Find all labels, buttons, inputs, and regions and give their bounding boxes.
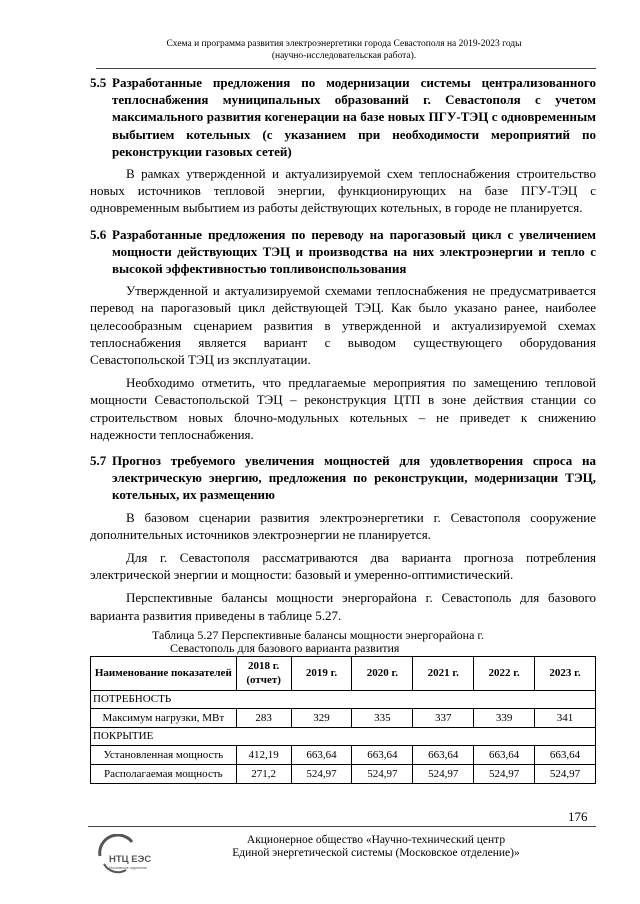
column-header: 2021 г.: [413, 656, 474, 690]
section-title: Прогноз требуемого увеличения мощностей для удовлетворения спроса на электрическую энергию, предложения по реконструкции, модернизации ТЭЦ, котельных, их размещению: [112, 453, 596, 503]
paragraph: Перспективные балансы мощности энергорайона г. Севастополь для базового варианта развития приведены в таблице 5.27.: [90, 590, 596, 623]
paragraph: В рамках утвержденной и актуализируемой схем теплоснабжения строительство новых источников тепловой энергии, функционирующих на базе ПГУ-ТЭЦ с одновременным выбытием из работы действующих котельных, в городе не планируется.: [90, 166, 596, 216]
table-row: [91, 764, 596, 783]
table-caption-line-1: Таблица 5.27 Перспективные балансы мощности энергорайона г.: [152, 627, 484, 642]
table-cell: 524,97: [535, 764, 596, 783]
table-section-row: [91, 727, 596, 745]
table-cell: 271,2: [236, 764, 291, 783]
column-header: 2019 г.: [291, 656, 352, 690]
section-number: 5.7: [90, 453, 107, 469]
header-rule: [96, 68, 596, 69]
table-cell: 524,97: [413, 764, 474, 783]
section-label: ПОКРЫТИЕ: [91, 727, 596, 745]
column-header: Наименование показателей: [91, 656, 237, 690]
section-heading-5-5: [90, 74, 596, 160]
section-number: 5.5: [90, 75, 107, 90]
table-caption-line-2: Севастополь для базового варианта развития: [170, 640, 400, 655]
logo-text: НТЦ ЕЭС: [109, 854, 152, 865]
logo-subtext: Московское отделение: [109, 866, 148, 870]
column-header: 2022 г.: [474, 656, 535, 690]
running-header: [96, 38, 592, 62]
table-cell: 663,64: [352, 745, 413, 764]
column-header: 2020 г.: [352, 656, 413, 690]
row-label: Располагаемая мощность: [91, 764, 237, 783]
footer-text: [196, 834, 556, 860]
table-cell: 412,19: [236, 745, 291, 764]
column-header: 2023 г.: [535, 656, 596, 690]
section-number: 5.6: [90, 226, 107, 242]
table-cell: 524,97: [352, 764, 413, 783]
table-header-row: [91, 656, 596, 690]
section-label: ПОТРЕБНОСТЬ: [91, 690, 596, 708]
section-title: Разработанные предложения по модернизации системы централизованного теплоснабжения муниципальных образований г. Севастополя с учетом максимального развития когенерации на базе новых ПГУ-ТЭЦ с одновременным выбытием котельных (с указанием при необходимости мероприятий по реконструкции газовых сетей): [112, 75, 596, 159]
paragraph: Для г. Севастополя рассматриваются два варианта прогноза потребления электрической энергии и мощности: базовый и умеренно-оптимистический.: [90, 550, 596, 583]
footer-line-1: Акционерное общество «Научно-технический центр: [246, 834, 506, 846]
table-cell: 337: [413, 708, 474, 727]
paragraph: В базовом сценарии развития электроэнергетики г. Севастополя сооружение дополнительных источников электроэнергии не планируется.: [90, 509, 596, 542]
table-cell: 663,64: [413, 745, 474, 764]
table-row: [91, 745, 596, 764]
table-cell: 283: [236, 708, 291, 727]
balance-table: [90, 656, 596, 784]
ntc-ees-logo: [96, 834, 156, 876]
table-cell: 341: [535, 708, 596, 727]
table-cell: 329: [291, 708, 352, 727]
table-cell: 524,97: [291, 764, 352, 783]
row-label: Установленная мощность: [91, 745, 237, 764]
table-row: [91, 708, 596, 727]
table-cell: 663,64: [291, 745, 352, 764]
header-line-2: (научно-исследовательская работа).: [271, 51, 417, 61]
page-number: 176: [568, 809, 588, 824]
header-line-1: Схема и программа развития электроэнергетики города Севастополя на 2019-2023 годы: [166, 39, 522, 49]
logo-arc-icon: [100, 835, 132, 856]
table-section-row: [91, 690, 596, 708]
section-title: Разработанные предложения по переводу на парогазовый цикл с увеличением мощности действующих ТЭЦ и производства на них электроэнергии и тепло с высокой эффективностью топливоиспользования: [112, 226, 596, 277]
page-content: [90, 74, 596, 784]
table-cell: 524,97: [474, 764, 535, 783]
table-caption: [90, 629, 596, 655]
section-heading-5-6: [90, 226, 596, 278]
table-cell: 339: [474, 708, 535, 727]
column-header: 2018 г. (отчет): [236, 656, 291, 690]
paragraph: Необходимо отметить, что предлагаемые мероприятия по замещению тепловой мощности Севастопольской ТЭЦ – реконструкция ЦТП в зоне действия станции со строительством новых блочно-модульных котельных – не приведет к снижению надежности теплоснабжения.: [90, 375, 596, 442]
footer-rule: [88, 826, 596, 827]
table-cell: 663,64: [474, 745, 535, 764]
paragraph: Утвержденной и актуализируемой схемами теплоснабжения не предусматривается перевод на парогазовый цикл действующей ТЭЦ. Как было указано ранее, наиболее целесообразным сценарием развития в утвержденной и актуализируемой схемах теплоснабжения является вариант с выводом существующего оборудования Севастопольской ТЭЦ из эксплуатации.: [90, 283, 596, 368]
table-cell: 335: [352, 708, 413, 727]
footer-line-2: Единой энергетической системы (Московское отделение)»: [232, 847, 520, 859]
section-heading-5-7: [90, 452, 596, 504]
row-label: Максимум нагрузки, МВт: [91, 708, 237, 727]
table-cell: 663,64: [535, 745, 596, 764]
